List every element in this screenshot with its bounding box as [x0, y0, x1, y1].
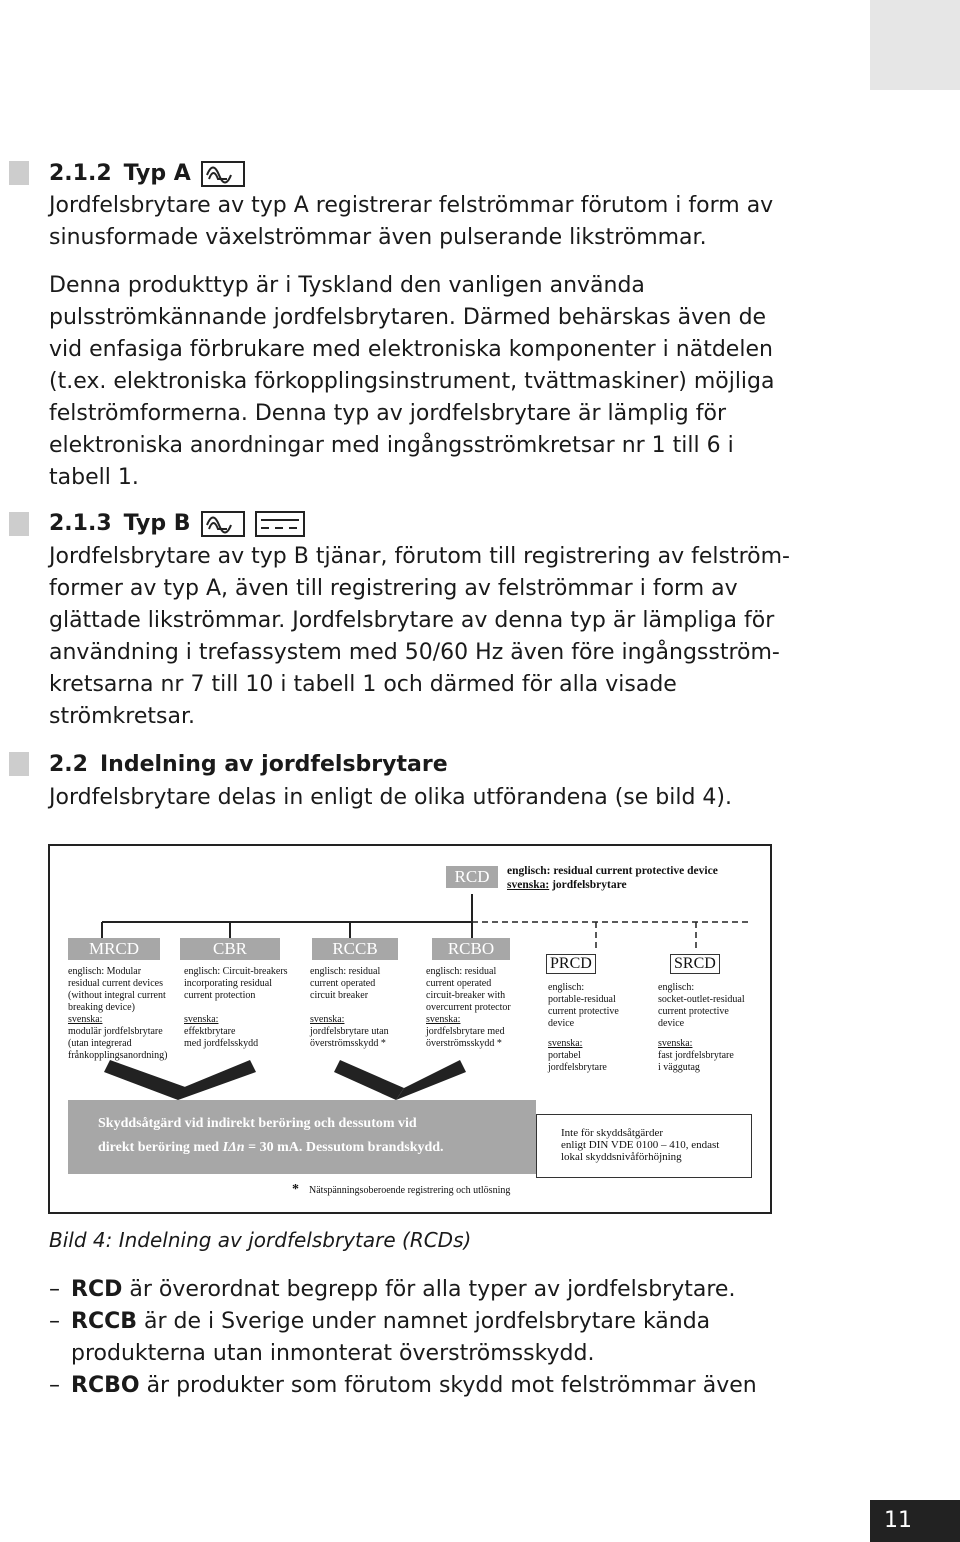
- list-dash: –: [49, 1373, 60, 1398]
- mrcd-text: [68, 966, 167, 1062]
- text-line: strömkretsar.: [49, 704, 195, 729]
- text-line: incorporating residual: [184, 978, 273, 989]
- rcd-en-prefix: englisch:: [507, 865, 551, 877]
- srcd-label: SRCD: [670, 954, 720, 974]
- paragraph-typ-a-detail: [49, 270, 775, 494]
- list-term: RCCB: [71, 1309, 137, 1334]
- text-line: device: [548, 1018, 575, 1029]
- paragraph-typ-a: [49, 190, 773, 254]
- text-line: device: [658, 1018, 685, 1029]
- rcd-sv-prefix: svenska:: [507, 879, 550, 891]
- text-line: englisch:: [658, 982, 695, 993]
- text-line: svenska:: [426, 1014, 461, 1025]
- text-line: effektbrytare: [184, 1026, 236, 1037]
- rcd-classification-figure: [48, 844, 772, 1214]
- text-line: svenska:: [548, 1038, 583, 1049]
- text-line: glättade likströmmar. Jordfelsbrytare av denna typ är lämpliga för: [49, 608, 775, 633]
- text-line: jordfelsbrytare: [548, 1062, 607, 1073]
- text-line: överströmsskydd *: [426, 1038, 502, 1049]
- figure-caption: Bild 4: Indelning av jordfelsbrytare (RCDs): [49, 1228, 472, 1252]
- text-line: Denna produkttyp är i Tyskland den vanligen använda: [49, 273, 645, 298]
- text-line: Jordfelsbrytare delas in enligt de olika utförandena (se bild 4).: [49, 785, 732, 810]
- list-item: [49, 1306, 757, 1370]
- footnote-text: Nätspänningsoberoende registrering och utlösning: [309, 1185, 511, 1196]
- note-box: [536, 1114, 752, 1178]
- section-number: 2.2: [49, 752, 88, 777]
- text-line: svenska:: [184, 1014, 219, 1025]
- text-line: (t.ex. elektroniska förkopplingsinstrument, tvättmaskiner) möjliga: [49, 369, 775, 394]
- section-heading-indelning: [49, 749, 448, 781]
- list-item: [49, 1274, 757, 1306]
- text-line: socket-outlet-residual: [658, 994, 745, 1005]
- dc-smooth-symbol-icon: [255, 511, 305, 537]
- paragraph-typ-b: [49, 541, 790, 733]
- text-line: circuit breaker: [310, 990, 369, 1001]
- text-line: modulär jordfelsbrytare: [68, 1026, 163, 1037]
- cbr-text: [184, 966, 288, 1050]
- text-line: Jordfelsbrytare av typ A registrerar felströmmar förutom i form av: [49, 193, 774, 218]
- text-line: englisch:: [548, 982, 585, 993]
- text-line: jordfelsbrytare med: [426, 1026, 505, 1037]
- text-line: portable-residual: [548, 994, 616, 1005]
- text-line: med jordfelsskydd: [184, 1038, 259, 1049]
- list-item: [49, 1370, 757, 1402]
- text-line: overcurrent protector: [426, 1002, 511, 1013]
- corner-tab: [870, 0, 960, 90]
- section-heading-typ-a: [49, 158, 245, 190]
- rccb-text: [310, 966, 389, 1050]
- text-line: elektroniska anordningar med ingångsströmkretsar nr 1 till 6 i: [49, 433, 734, 458]
- text-line: tabell 1.: [49, 465, 139, 490]
- text-line: (utan integrerad: [68, 1038, 132, 1049]
- text-line: enligt DIN VDE 0100 – 410, endast: [561, 1139, 720, 1151]
- prcd-text: [548, 982, 619, 1074]
- rcbo-label: RCBO: [432, 938, 510, 960]
- text-line: sinusformade växelströmmar även pulserande likströmmar.: [49, 225, 707, 250]
- text-line: överströmsskydd *: [310, 1038, 386, 1049]
- text-line: Inte för skyddsåtgärder: [561, 1127, 664, 1139]
- text-line: Jordfelsbrytare av typ B tjänar, förutom till registrering av felström-: [49, 544, 790, 569]
- text-line: englisch: Circuit-breakers: [184, 966, 288, 977]
- text-line: current protective: [658, 1006, 729, 1017]
- text-line: portabel: [548, 1050, 581, 1061]
- rccb-label: RCCB: [312, 938, 398, 960]
- text-line: englisch: residual: [310, 966, 381, 977]
- residual-current-symbol: IΔn: [222, 1140, 245, 1155]
- mrcd-label: MRCD: [68, 938, 160, 960]
- list-term: RCBO: [71, 1373, 140, 1398]
- ac-pulse-symbol-icon: [201, 161, 245, 187]
- text-line: current protective: [548, 1006, 619, 1017]
- list-text: produkterna utan inmonterat överströmsskydd.: [71, 1341, 595, 1366]
- rcbo-text: [426, 966, 511, 1050]
- text-line: fast jordfelsbrytare: [658, 1050, 734, 1061]
- section-number: 2.1.2: [49, 161, 112, 186]
- rcd-en-text: residual current protective device: [553, 865, 718, 877]
- protection-band: [68, 1100, 536, 1174]
- text-line: i väggutag: [658, 1062, 700, 1073]
- list-text: är produkter som förutom skydd mot felströmmar även: [146, 1373, 757, 1398]
- text-line: svenska:: [310, 1014, 345, 1025]
- text-line: (without integral current: [68, 990, 166, 1001]
- text-line: jordfelsbrytare utan: [310, 1026, 389, 1037]
- list-dash: –: [49, 1309, 60, 1334]
- text-line: frånkopplingsanordning): [68, 1050, 168, 1061]
- srcd-text: [658, 982, 745, 1074]
- text-line: direkt beröring med: [98, 1140, 220, 1155]
- text-line: residual current devices: [68, 978, 163, 989]
- footnote-star: *: [292, 1182, 299, 1197]
- list-term: RCD: [71, 1277, 123, 1302]
- text-line: englisch: Modular: [68, 966, 142, 977]
- cbr-label: CBR: [180, 938, 280, 960]
- text-line: Skyddsåtgärd vid indirekt beröring och dessutom vid: [98, 1116, 417, 1131]
- text-line: current operated: [310, 978, 376, 989]
- text-line: vid enfasiga förbrukare med elektroniska komponenter i nätdelen: [49, 337, 773, 362]
- list-dash: –: [49, 1277, 60, 1302]
- text-line: användning i trefassystem med 50/60 Hz även före ingångsström-: [49, 640, 780, 665]
- section-marker: [9, 512, 29, 536]
- text-line: = 30 mA. Dessutom brandskydd.: [248, 1140, 444, 1155]
- text-line: current operated: [426, 978, 492, 989]
- text-line: breaking device): [68, 1002, 135, 1013]
- rcd-label: RCD: [446, 866, 498, 888]
- paragraph-indelning: [49, 782, 732, 814]
- section-number: 2.1.3: [49, 511, 112, 536]
- text-line: current protection: [184, 990, 256, 1001]
- figure-footnote: [292, 1182, 510, 1198]
- page-number: 11: [870, 1500, 960, 1542]
- section-heading-typ-b: [49, 508, 305, 540]
- text-line: circuit-breaker with: [426, 990, 506, 1001]
- rcd-sv-text: jordfelsbrytare: [552, 879, 627, 891]
- list-text: är de i Sverige under namnet jordfelsbrytare kända: [144, 1309, 711, 1334]
- text-line: felströmformerna. Denna typ av jordfelsbrytare är lämplig för: [49, 401, 726, 426]
- text-line: pulsströmkännande jordfelsbrytaren. Därmed behärskas även de: [49, 305, 767, 330]
- definition-list: [49, 1274, 757, 1402]
- text-line: former av typ A, även till registrering av felströmmar i form av: [49, 576, 738, 601]
- section-marker: [9, 161, 29, 185]
- section-title: Typ A: [123, 161, 191, 186]
- text-line: svenska:: [68, 1014, 103, 1025]
- rcd-description: [507, 864, 718, 892]
- list-text: är överordnat begrepp för alla typer av jordfelsbrytare.: [129, 1277, 736, 1302]
- text-line: svenska:: [658, 1038, 693, 1049]
- text-line: kretsarna nr 7 till 10 i tabell 1 och därmed för alla visade: [49, 672, 677, 697]
- section-marker: [9, 752, 29, 776]
- ac-pulse-symbol-icon: [201, 511, 245, 537]
- section-title: Indelning av jordfelsbrytare: [99, 752, 448, 777]
- prcd-label: PRCD: [546, 954, 596, 974]
- text-line: englisch: residual: [426, 966, 497, 977]
- text-line: lokal skyddsnivåförhöjning: [561, 1151, 682, 1163]
- section-title: Typ B: [123, 511, 191, 536]
